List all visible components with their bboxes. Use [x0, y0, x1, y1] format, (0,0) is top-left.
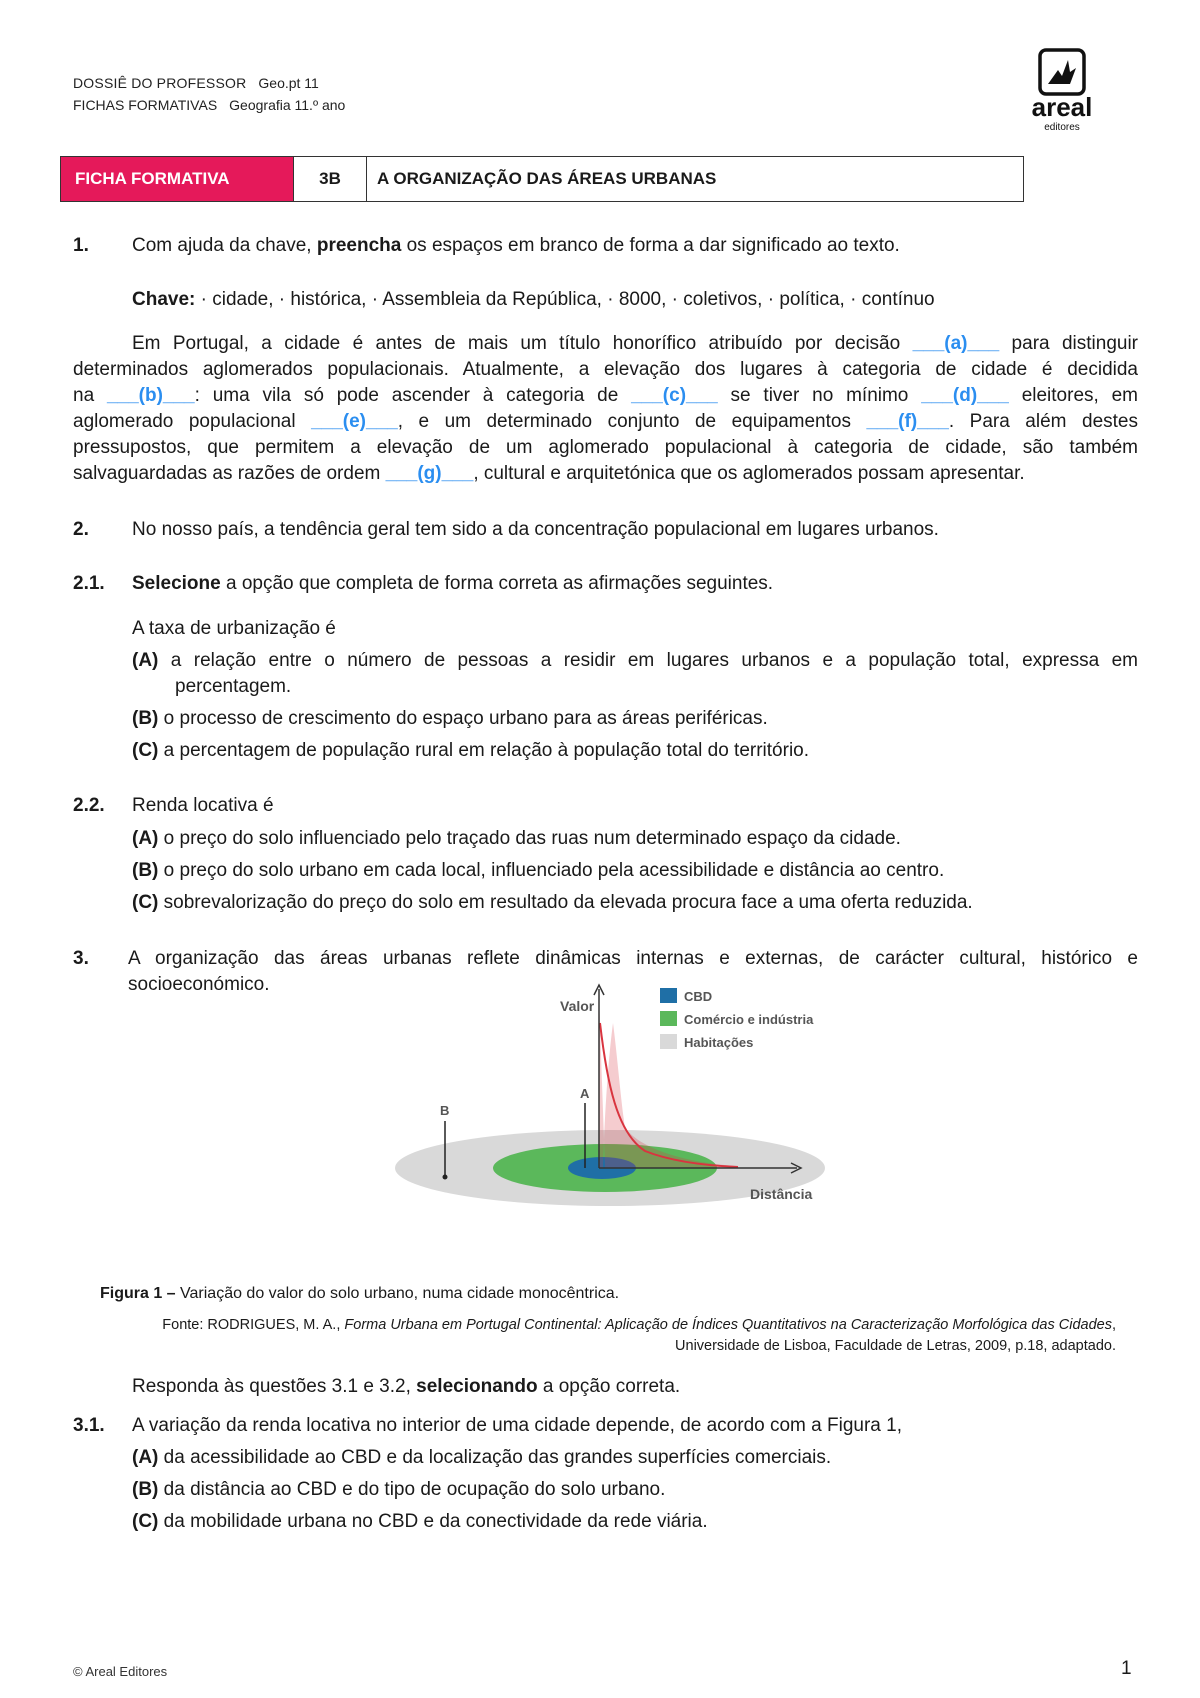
q22-option-b[interactable]: (B) o preço do solo urbano em cada local, influenciado pela acessibilidade e distância ao centro.: [132, 860, 945, 881]
q3-number: 3.: [73, 948, 89, 969]
header-dossie: DOSSIÊ DO PROFESSOR: [73, 75, 247, 91]
header-line-2: [73, 96, 345, 114]
legend-swatch-cbd: [660, 988, 677, 1003]
q3-statement-line-1: A organização das áreas urbanas reflete dinâmicas internas e externas, de carácter cultural, histórico e: [128, 948, 1138, 969]
q21-option-a-cont: percentagem.: [175, 676, 292, 697]
blank-g: ___(g)___: [385, 463, 474, 484]
q1-key: [132, 287, 935, 313]
q1-number: 1.: [73, 235, 89, 256]
q1-para-line-3: na ___(b)___: uma vila só pode ascender à categoria de ___(c)___ se tiver no mínimo ___(d)___ eleitores, em: [73, 385, 1138, 406]
point-b-label: B: [440, 1103, 450, 1118]
legend-housing: Habitações: [684, 1035, 754, 1050]
blank-d: ___(d)___: [921, 385, 1009, 406]
q21-option-a[interactable]: (A) a relação entre o número de pessoas a residir em lugares urbanos e a população total, expressa em: [132, 650, 1138, 671]
blank-b: ___(b)___: [106, 385, 195, 406]
q1-para-line-5: pressupostos, que permitem a elevação de um aglomerado populacional à categoria de cidade, são também: [73, 437, 1138, 458]
header-line-1: [73, 74, 319, 92]
q31-stem: A variação da renda locativa no interior de uma cidade depende, de acordo com a Figura 1,: [132, 1415, 902, 1436]
q1-statement: Com ajuda da chave, preencha os espaços em branco de forma a dar significado ao texto.: [132, 235, 900, 256]
blank-e: ___(e)___: [311, 411, 398, 432]
figure-caption: Figura 1 – Variação do valor do solo urbano, numa cidade monocêntrica.: [100, 1285, 620, 1302]
worksheet-code: 3B: [293, 157, 367, 201]
q1-key-label: Chave:: [132, 289, 196, 310]
q1-para-line-2: determinados aglomerados populacionais. Atualmente, a elevação dos lugares à categoria de cidade é decidida: [73, 359, 1138, 380]
header-geografia: Geografia 11.º ano: [229, 97, 346, 113]
legend-swatch-housing: [660, 1034, 677, 1049]
blank-c: ___(c)___: [631, 385, 718, 406]
worksheet-title: A ORGANIZAÇÃO DAS ÁREAS URBANAS: [377, 169, 717, 188]
logo-name: areal: [1031, 92, 1093, 122]
q31-option-c[interactable]: (C) da mobilidade urbana no CBD e da conectividade da rede viária.: [132, 1511, 708, 1532]
areal-logo-icon: [1012, 48, 1112, 134]
blank-f: ___(f)___: [866, 411, 949, 432]
urban-land-value-figure: [395, 983, 825, 1208]
q3-instruction: Responda às questões 3.1 e 3.2, selecionando a opção correta.: [132, 1376, 681, 1397]
q31-option-a[interactable]: (A) da acessibilidade ao CBD e da localização das grandes superfícies comerciais.: [132, 1447, 832, 1468]
q22-stem: Renda locativa é: [132, 795, 274, 816]
header-fichas: FICHAS FORMATIVAS: [73, 97, 218, 113]
point-b-dot: [443, 1175, 448, 1180]
q21-stem: A taxa de urbanização é: [132, 618, 336, 639]
q21-option-b[interactable]: (B) o processo de crescimento do espaço urbano para as áreas periféricas.: [132, 708, 768, 729]
q3-statement-line-2: socioeconómico.: [128, 974, 270, 995]
y-axis-label: Valor: [560, 998, 595, 1014]
q1-para-line-1: Em Portugal, a cidade é antes de mais um título honorífico atribuído por decisão ___(a)___ para distinguir: [132, 333, 1139, 354]
figure-source: Fonte: RODRIGUES, M. A., Forma Urbana em Portugal Continental: Aplicação de Índices Quantitativos na Caracterização Morfológica das Cidades, Universidade de Lisboa, Faculdade de Letras, 2009, p.18, adaptado.: [162, 1317, 1116, 1354]
logo-subtitle: editores: [1044, 122, 1080, 133]
q21-number: 2.1.: [73, 573, 105, 594]
header-geopt: Geo.pt 11: [258, 75, 319, 91]
worksheet-title-bar: [60, 156, 1024, 202]
footer-copyright: © Areal Editores: [73, 1664, 168, 1679]
q21-statement: Selecione a opção que completa de forma correta as afirmações seguintes.: [132, 573, 774, 594]
q22-option-a[interactable]: (A) o preço do solo influenciado pelo traçado das ruas num determinado espaço da cidade.: [132, 828, 901, 849]
page-number: 1: [1121, 1658, 1132, 1679]
q31-number: 3.1.: [73, 1415, 105, 1436]
q1-para-line-4: aglomerado populacional ___(e)___, e um determinado conjunto de equipamentos ___(f)___. Para além destes: [73, 411, 1138, 432]
legend-cbd: CBD: [684, 989, 713, 1004]
q22-number: 2.2.: [73, 795, 105, 816]
blank-a: ___(a)___: [912, 333, 1000, 354]
q21-option-c[interactable]: (C) a percentagem de população rural em relação à população total do território.: [132, 740, 810, 761]
legend-commerce: Comércio e indústria: [684, 1012, 814, 1027]
worksheet-type-label: FICHA FORMATIVA: [61, 157, 293, 201]
q1-para-line-6: salvaguardadas as razões de ordem ___(g)___, cultural e arquitetónica que os aglomerados possam apresentar.: [73, 463, 1025, 484]
q1-key-items: · cidade, · histórica, · Assembleia da República, · 8000, · coletivos, · política, · contínuo: [195, 289, 935, 310]
x-axis-label: Distância: [750, 1186, 813, 1202]
q2-number: 2.: [73, 519, 89, 540]
q22-option-c[interactable]: (C) sobrevalorização do preço do solo em resultado da elevada procura face a uma oferta reduzida.: [132, 892, 973, 913]
legend-swatch-commerce: [660, 1011, 677, 1026]
q2-statement: No nosso país, a tendência geral tem sido a da concentração populacional em lugares urbanos.: [132, 519, 939, 540]
point-a-label: A: [580, 1086, 590, 1101]
q31-option-b[interactable]: (B) da distância ao CBD e do tipo de ocupação do solo urbano.: [132, 1479, 666, 1500]
